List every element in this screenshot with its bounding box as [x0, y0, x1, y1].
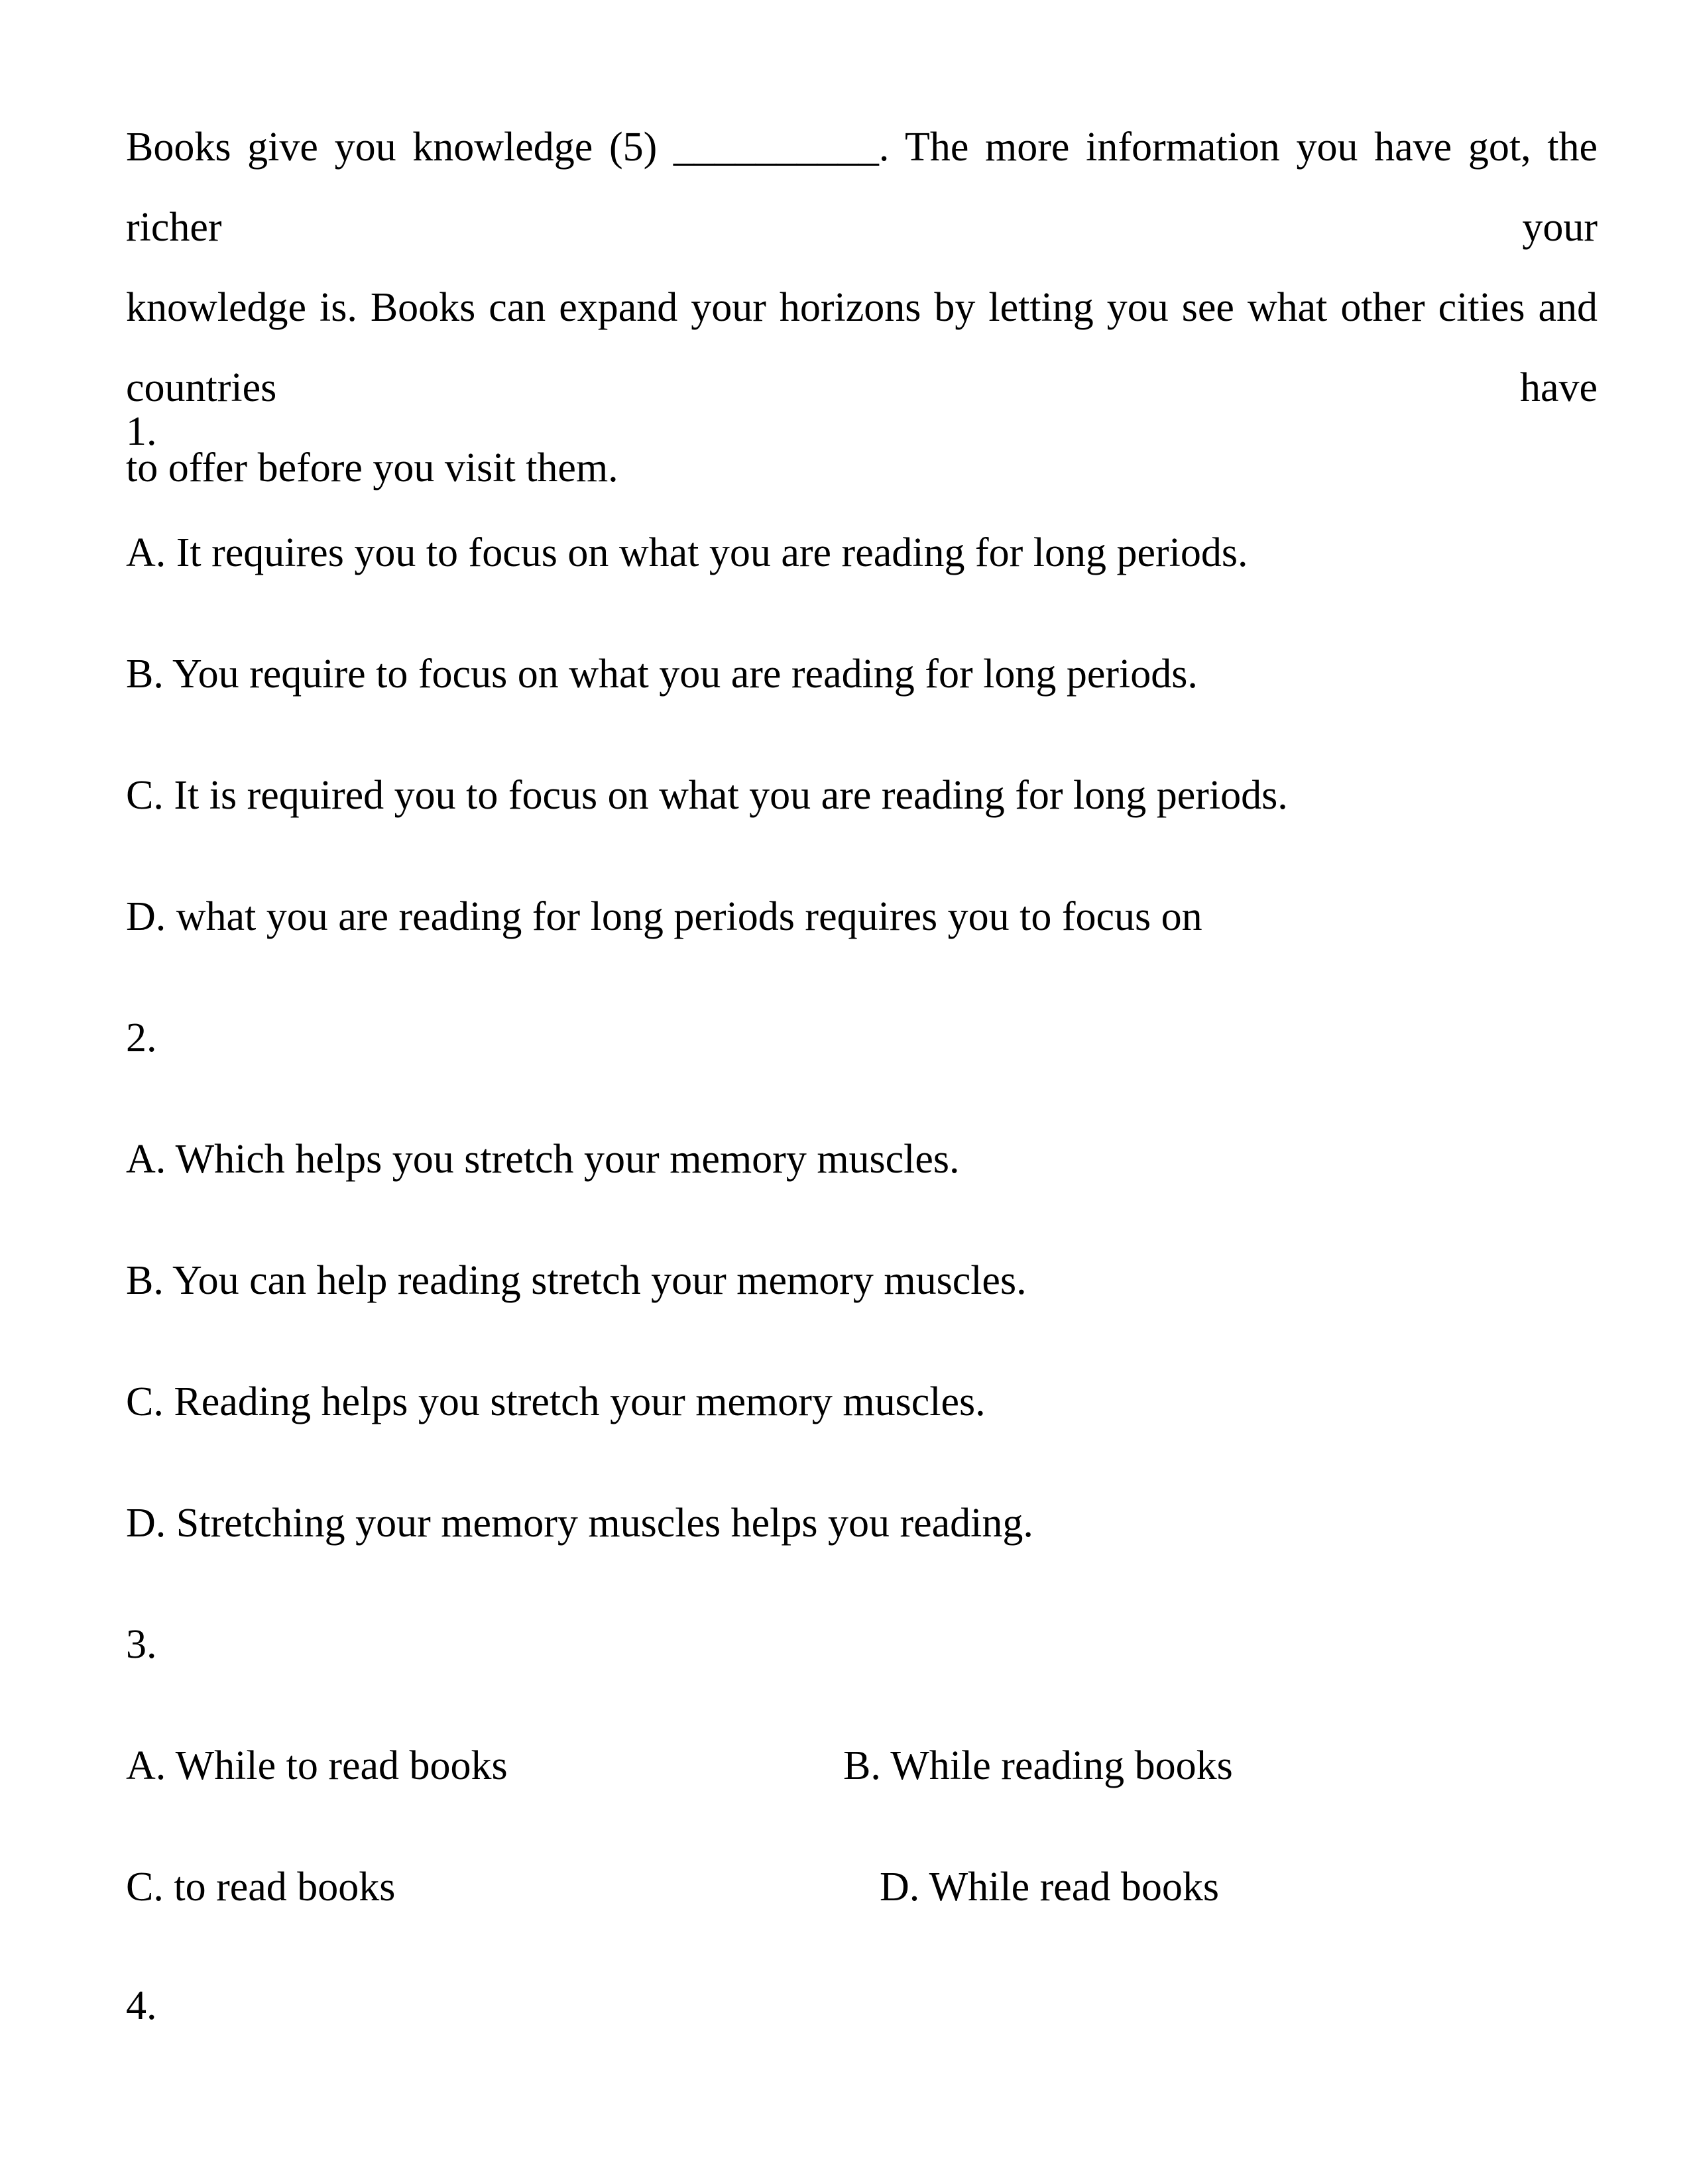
question-1-option-d: D. what you are reading for long periods requires you to focus on — [126, 894, 1202, 939]
question-2-option-b: B. You can help reading stretch your memory muscles. — [126, 1258, 1027, 1303]
question-1-option-a: A. It requires you to focus on what you are reading for long periods. — [126, 530, 1248, 575]
question-1-number: 1. — [126, 409, 157, 454]
question-1-option-c: C. It is required you to focus on what you are reading for long periods. — [126, 773, 1288, 818]
question-3-row-1 — [126, 1745, 1598, 1786]
question-3-option-c: C. to read books — [126, 1865, 396, 1910]
paragraph-line-2: knowledge is. Books can expand your horizons by letting you see what other cities and countries have — [126, 285, 1598, 410]
question-4-number: 4. — [126, 1983, 157, 2028]
question-3-option-a: A. While to read books — [126, 1743, 508, 1788]
question-2-option-a: A. Which helps you stretch your memory muscles. — [126, 1137, 960, 1182]
paragraph-line-1: Books give you knowledge (5) __________. The more information you have got, the richer your — [126, 125, 1598, 250]
question-2-option-c: C. Reading helps you stretch your memory muscles. — [126, 1379, 986, 1424]
paragraph-line-3: to offer before you visit them. — [126, 445, 618, 490]
question-2-option-d: D. Stretching your memory muscles helps you reading. — [126, 1501, 1033, 1546]
question-3-row-2 — [126, 1867, 1598, 1908]
question-3-number: 3. — [126, 1622, 157, 1667]
question-3-option-d: D. While read books — [880, 1865, 1219, 1910]
question-1-option-b: B. You require to focus on what you are reading for long periods. — [126, 652, 1198, 697]
question-3-option-b: B. While reading books — [843, 1743, 1233, 1788]
question-2-number: 2. — [126, 1015, 157, 1061]
